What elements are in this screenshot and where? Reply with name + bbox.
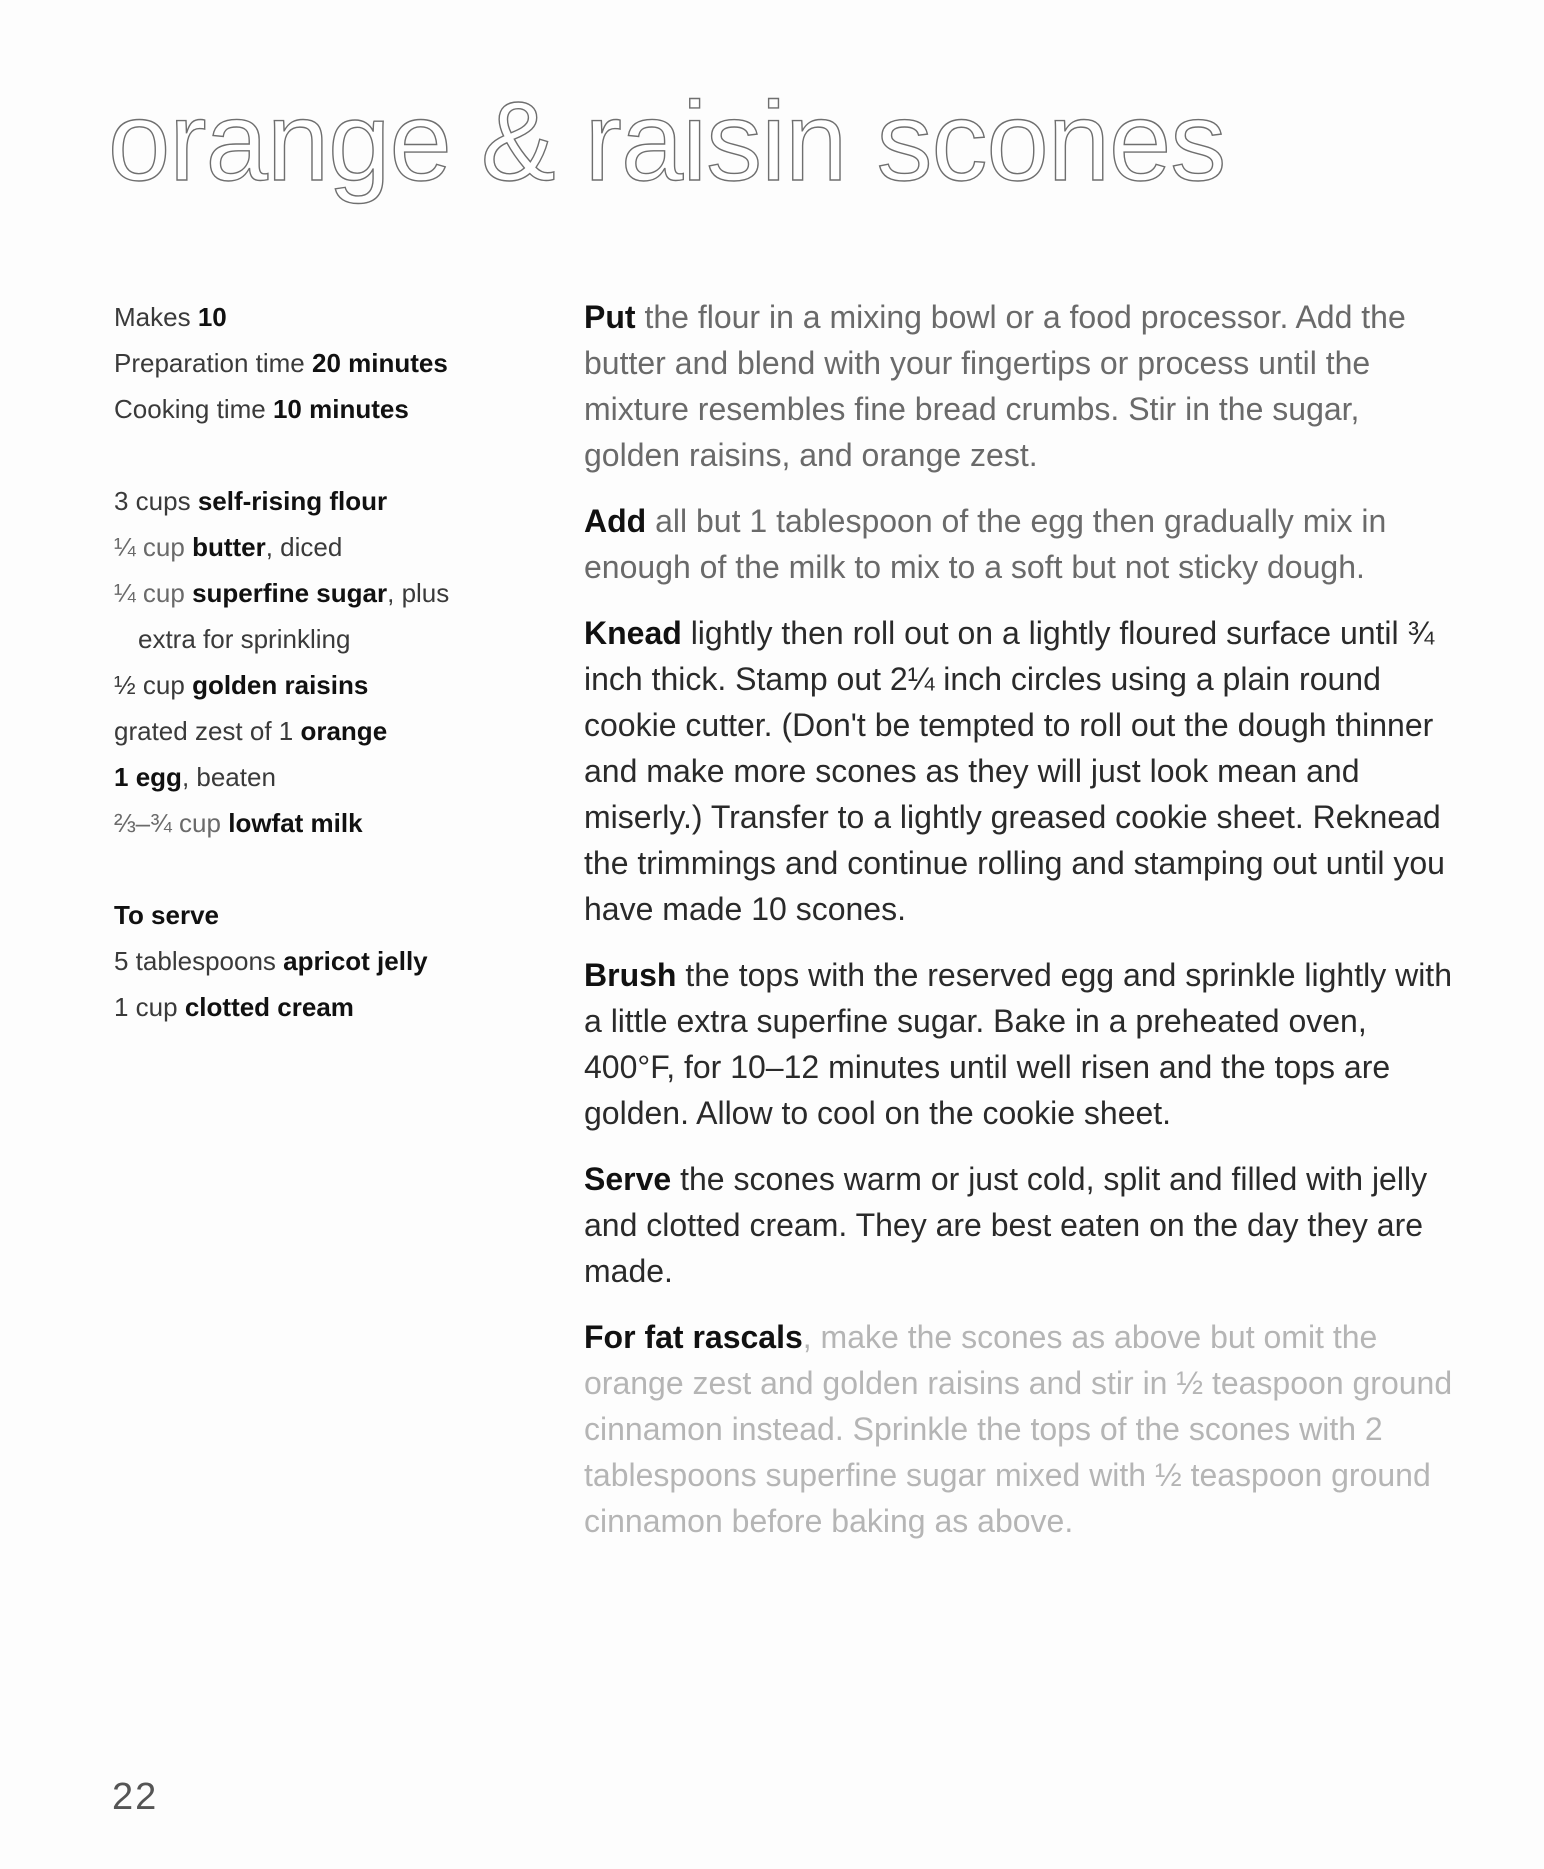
recipe-title: orange & raisin scones [108,79,1226,204]
method-step-knead: Knead lightly then roll out on a lightly floured surface until ¾ inch thick. Stamp out 2¼ inch circles using a plain round cookie cutter. (Don't be tempted to roll out the dough thinner and make more scones as they will just look mean and miserly.) Transfer to a lightly greased cookie sheet. Reknead the trimmings and continue rolling and stamping out until you have made 10 scones. [584,615,1445,927]
method-step-put: Put the flour in a mixing bowl or a food processor. Add the butter and blend with your fingertips or process until the mixture resembles fine bread crumbs. Stir in the sugar, golden raisins, and orange zest. [584,299,1406,473]
ingredient-item: grated zest of 1 orange [114,716,388,746]
to-serve-section [114,892,514,1030]
ingredient-item: ¼ cup superfine sugar, plus [114,578,450,608]
makes-line: Makes 10 [114,302,227,332]
ingredient-list [114,478,514,846]
cook-time-line: Cooking time 10 minutes [114,394,409,424]
ingredients-column [114,294,514,1030]
method-step-serve: Serve the scones warm or just cold, split and filled with jelly and clotted cream. They are best eaten on the day they are made. [584,1161,1428,1289]
method-step-add: Add all but 1 tablespoon of the egg then gradually mix in enough of the milk to mix to a soft but not sticky dough. [584,503,1387,585]
prep-time-line: Preparation time 20 minutes [114,348,448,378]
ingredient-item: ⅔–¾ cup lowfat milk [114,808,363,838]
method-step-brush: Brush the tops with the reserved egg and sprinkle lightly with a little extra superfine sugar. Bake in a preheated oven, 400°F, for 10–12 minutes until well risen and the tops are golden. Allow to cool on the cookie sheet. [584,957,1452,1131]
page-number: 22 [112,1776,159,1818]
to-serve-heading: To serve [114,900,220,930]
serve-item: 1 cup clotted cream [114,992,354,1022]
ingredient-item: ½ cup golden raisins [114,670,369,700]
ingredient-item: 1 egg, beaten [114,762,276,792]
ingredient-item: ¼ cup butter, diced [114,532,343,562]
serve-item: 5 tablespoons apricot jelly [114,946,428,976]
method-column [584,294,1464,1564]
ingredient-item: 3 cups self-rising flour [114,486,388,516]
ingredient-item-continuation: extra for sprinkling [138,624,351,654]
variation-fat-rascals: For fat rascals, make the scones as above but omit the orange zest and golden raisins and stir in ½ teaspoon ground cinnamon instead. Sprinkle the tops of the scones with 2 tablespoons superfine sugar mixed with ½ teaspoon ground cinnamon before baking as above. [584,1319,1453,1539]
recipe-meta [114,294,514,432]
